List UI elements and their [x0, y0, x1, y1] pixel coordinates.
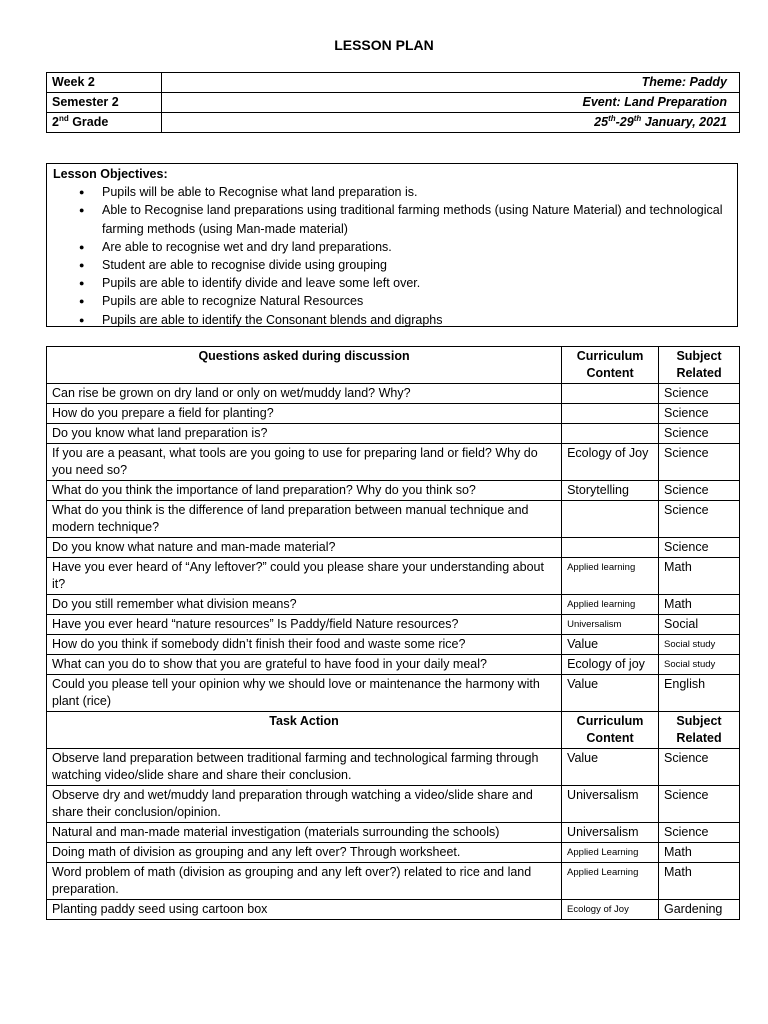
header-row	[47, 73, 740, 93]
curriculum-cell	[562, 384, 659, 404]
curriculum-cell	[562, 538, 659, 558]
objectives-list	[53, 183, 731, 329]
curriculum-cell: Ecology of joy	[562, 655, 659, 675]
table-row	[47, 538, 740, 558]
subject-cell: Science	[659, 786, 740, 823]
subject-cell: Science	[659, 823, 740, 843]
question-cell: How do you think if somebody didn’t finish their food and waste some rice?	[47, 635, 562, 655]
table-row	[47, 481, 740, 501]
question-cell: Have you ever heard “nature resources” Is Paddy/field Nature resources?	[47, 615, 562, 635]
date-start: 25	[594, 115, 609, 129]
subject-cell: Gardening	[659, 900, 740, 920]
curriculum-cell	[562, 424, 659, 444]
question-cell: Have you ever heard of “Any leftover?” could you please share your understanding about it?	[47, 558, 562, 595]
table-row	[47, 384, 740, 404]
grade-number: 2	[52, 115, 59, 129]
question-cell: Do you know what nature and man-made material?	[47, 538, 562, 558]
objective-item: ● Pupils are able to identify the Consonant blends and digraphs	[102, 311, 731, 329]
date-mid-suffix: th	[633, 113, 642, 123]
table-row	[47, 786, 740, 823]
question-cell: If you are a peasant, what tools are you going to use for preparing land or field? Why do you need so?	[47, 444, 562, 481]
date-end: January, 2021	[641, 115, 727, 129]
curriculum-col-header: Curriculum Content	[562, 347, 659, 384]
subject-cell: Math	[659, 558, 740, 595]
objective-item: ● Are able to recognise wet and dry land preparations.	[102, 238, 731, 256]
curriculum-cell: Universalism	[562, 615, 659, 635]
grade-label: Grade	[68, 115, 109, 129]
table-row	[47, 863, 740, 900]
subject-cell: Science	[659, 481, 740, 501]
theme-cell: Theme: Paddy	[162, 73, 740, 93]
question-cell: Observe dry and wet/muddy land preparation through watching a video/slide share and share their conclusion/opinion.	[47, 786, 562, 823]
tasks-header-row	[47, 712, 740, 749]
question-cell: Can rise be grown on dry land or only on wet/muddy land? Why?	[47, 384, 562, 404]
header-row	[47, 93, 740, 113]
curriculum-cell: Ecology of Joy	[562, 900, 659, 920]
curriculum-cell: Storytelling	[562, 481, 659, 501]
subject-cell: Science	[659, 404, 740, 424]
subject-cell: Science	[659, 538, 740, 558]
subject-cell: Social	[659, 615, 740, 635]
questions-table	[46, 346, 740, 712]
subject-col-header: Subject Related	[659, 347, 740, 384]
question-cell: What do you think is the difference of land preparation between manual technique and modern technique?	[47, 501, 562, 538]
task-col-header: Task Action	[47, 712, 562, 749]
question-cell: What can you do to show that you are grateful to have food in your daily meal?	[47, 655, 562, 675]
question-cell: What do you think the importance of land preparation? Why do you think so?	[47, 481, 562, 501]
objective-item: ● Student are able to recognise divide using grouping	[102, 256, 731, 274]
question-cell: Could you please tell your opinion why we should love or maintenance the harmony with plant (rice)	[47, 675, 562, 712]
objective-item: ● Pupils are able to recognize Natural Resources	[102, 292, 731, 310]
subject-cell: Science	[659, 501, 740, 538]
curriculum-cell: Applied learning	[562, 558, 659, 595]
question-cell: Do you still remember what division means?	[47, 595, 562, 615]
subject-cell: English	[659, 675, 740, 712]
objectives-box	[46, 163, 738, 327]
questions-col-header: Questions asked during discussion	[47, 347, 562, 384]
table-row	[47, 615, 740, 635]
grade-suffix: nd	[58, 113, 69, 123]
semester-cell: Semester 2	[47, 93, 162, 113]
questions-body	[47, 384, 740, 712]
table-row	[47, 823, 740, 843]
page-title: LESSON PLAN	[334, 37, 434, 53]
subject-cell: Math	[659, 863, 740, 900]
subject-cell: Social study	[659, 655, 740, 675]
question-cell: Observe land preparation between traditional farming and technological farming through watching video/slide share and share their conclusion.	[47, 749, 562, 786]
question-cell: Planting paddy seed using cartoon box	[47, 900, 562, 920]
objective-item: ● Pupils are able to identify divide and leave some left over.	[102, 274, 731, 292]
week-cell: Week 2	[47, 73, 162, 93]
subject-cell: Math	[659, 843, 740, 863]
curriculum-cell: Applied Learning	[562, 843, 659, 863]
objectives-heading: Lesson Objectives:	[53, 167, 168, 181]
subject-cell: Social study	[659, 635, 740, 655]
subject-cell: Science	[659, 424, 740, 444]
curriculum-cell: Value	[562, 635, 659, 655]
objective-item: ● Able to Recognise land preparations using traditional farming methods (using Nature Material) and technological farming methods (using Man-made material)	[102, 201, 731, 237]
curriculum-cell: Applied learning	[562, 595, 659, 615]
table-row	[47, 749, 740, 786]
tasks-body	[47, 749, 740, 920]
table-row	[47, 501, 740, 538]
curriculum-cell	[562, 404, 659, 424]
header-row	[47, 113, 740, 133]
table-row	[47, 900, 740, 920]
question-cell: Word problem of math (division as grouping and any left over?) related to rice and land preparation.	[47, 863, 562, 900]
curriculum-cell: Applied Learning	[562, 863, 659, 900]
grade-cell	[47, 113, 162, 133]
curriculum-cell: Universalism	[562, 823, 659, 843]
curriculum-cell: Value	[562, 675, 659, 712]
table-row	[47, 558, 740, 595]
subject-cell: Science	[659, 444, 740, 481]
date-mid: -29	[615, 115, 634, 129]
date-cell	[162, 113, 740, 133]
header-table	[46, 72, 740, 133]
table-row	[47, 404, 740, 424]
question-cell: How do you prepare a field for planting?	[47, 404, 562, 424]
table-row	[47, 675, 740, 712]
question-cell: Doing math of division as grouping and any left over? Through worksheet.	[47, 843, 562, 863]
curriculum-cell	[562, 501, 659, 538]
table-row	[47, 444, 740, 481]
subject-col-header: Subject Related	[659, 712, 740, 749]
curriculum-col-header: Curriculum Content	[562, 712, 659, 749]
tasks-table	[46, 711, 740, 920]
curriculum-cell: Ecology of Joy	[562, 444, 659, 481]
subject-cell: Math	[659, 595, 740, 615]
objective-item: ● Pupils will be able to Recognise what land preparation is.	[102, 183, 731, 201]
table-row	[47, 595, 740, 615]
table-row	[47, 843, 740, 863]
event-cell: Event: Land Preparation	[162, 93, 740, 113]
question-cell: Natural and man-made material investigation (materials surrounding the schools)	[47, 823, 562, 843]
table-row	[47, 655, 740, 675]
table-row	[47, 635, 740, 655]
table-row	[47, 424, 740, 444]
curriculum-cell: Value	[562, 749, 659, 786]
question-cell: Do you know what land preparation is?	[47, 424, 562, 444]
curriculum-cell: Universalism	[562, 786, 659, 823]
date-start-suffix: th	[608, 113, 616, 123]
subject-cell: Science	[659, 384, 740, 404]
questions-header-row	[47, 347, 740, 384]
subject-cell: Science	[659, 749, 740, 786]
